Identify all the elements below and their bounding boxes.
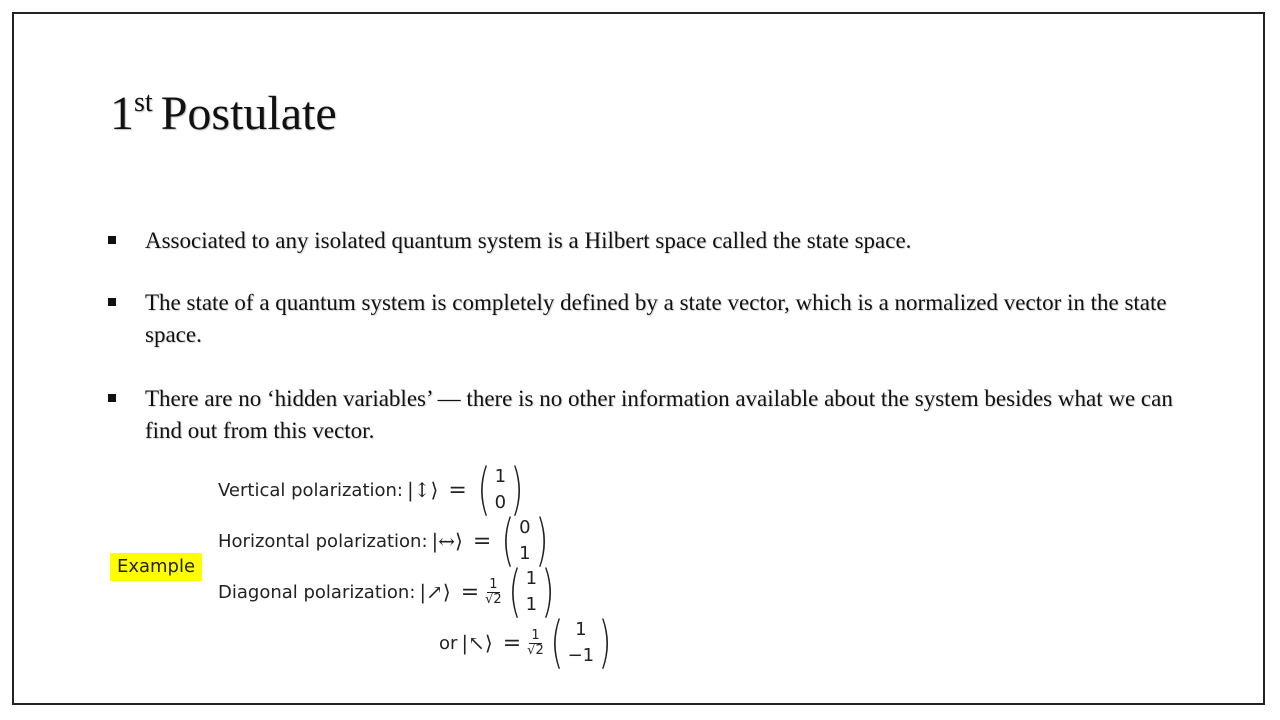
equals-sign: = [448,477,467,503]
right-paren-icon: ) [541,559,555,624]
right-paren-icon: ) [510,457,524,522]
title-superscript: st [134,87,153,118]
bullet-square-icon [108,298,116,306]
fraction-denominator: √2 [527,642,544,658]
example-badge: Example [110,553,202,581]
bullet-item [108,225,1198,257]
math-label: Vertical polarization: [218,479,403,501]
math-row-horizontal [218,508,552,573]
vector-bottom: 1 [525,594,538,615]
left-paren-icon: ( [501,508,515,573]
fraction-denominator: √2 [485,591,502,607]
title-number: 1 [110,87,134,140]
math-label: Diagonal polarization: [218,581,416,603]
left-paren-icon: ( [550,610,564,675]
ket-diagonal: |↗⟩ [419,580,451,604]
math-row-vertical [218,457,528,522]
vector-top: 0 [519,517,531,538]
column-vector [546,610,616,675]
math-label: or [439,632,458,654]
right-paren-icon: ) [598,610,612,675]
vector-bottom: 0 [494,492,507,513]
bullet-text: The state of a quantum system is completely defined by a state vector, which is a normalized vector in the state space. [145,290,1167,347]
title-text: Postulate [160,87,337,140]
slide [12,12,1265,705]
math-row-diagonal [218,559,559,624]
ket-vertical: |↕⟩ [407,478,439,502]
equals-sign: = [472,528,492,554]
equals-sign: = [460,579,480,605]
vector-bottom: −1 [567,645,595,666]
fraction [485,578,502,607]
vector-top: 1 [525,568,538,589]
bullet-square-icon [108,236,116,244]
ket-antidiagonal: |↖⟩ [461,631,493,655]
left-paren-icon: ( [508,559,522,624]
bullet-text: Associated to any isolated quantum system is a Hilbert space called the state space. [145,228,912,253]
math-row-antidiagonal [439,610,616,675]
bullet-item [108,287,1198,351]
bullet-text: There are no ‘hidden variables’ — there is no other information available about the system besides what we can find out from this vector. [145,386,1173,443]
fraction [527,629,544,658]
bullet-square-icon [108,394,116,402]
equals-sign: = [502,630,522,656]
fraction-numerator: 1 [489,576,498,592]
slide-title [110,84,337,144]
ket-horizontal: |↔⟩ [431,529,463,553]
vector-top: 1 [575,619,587,640]
vector-bottom: 1 [519,543,531,564]
bullet-item [108,383,1198,447]
right-paren-icon: ) [534,508,549,573]
vector-top: 1 [494,466,507,487]
left-paren-icon: ( [477,457,491,522]
column-vector [473,457,528,522]
fraction-numerator: 1 [531,627,540,643]
math-label: Horizontal polarization: [218,530,428,552]
